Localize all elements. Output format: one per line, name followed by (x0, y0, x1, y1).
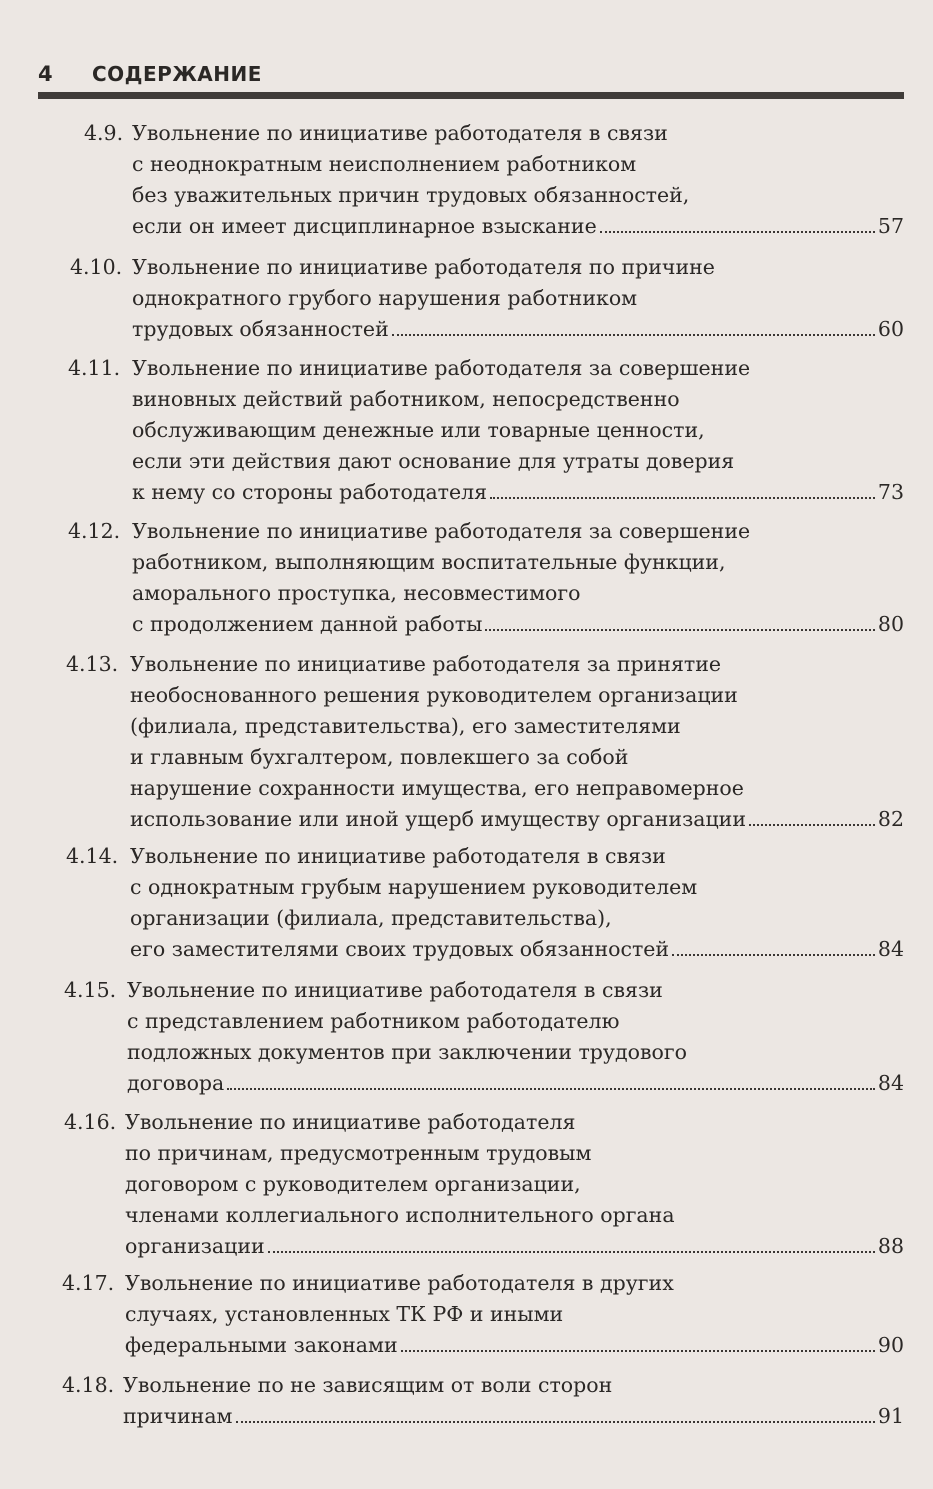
toc-entry-last-line (123, 1401, 904, 1432)
toc-page-number: 91 (877, 1404, 904, 1428)
toc-entry-title-line: случаях, установленных ТК РФ и иными (125, 1302, 564, 1326)
dot-leader (227, 1070, 875, 1090)
toc-entry-title-line: с представлением работником работодателю (127, 1009, 620, 1033)
dot-leader (485, 611, 875, 631)
toc-page-number: 84 (877, 1071, 904, 1095)
page-title: СОДЕРЖАНИЕ (92, 62, 262, 86)
toc-entry-last-line (132, 477, 904, 508)
toc-entry-number: 4.18. (62, 1373, 115, 1397)
dot-leader (236, 1403, 875, 1423)
toc-page-number: 60 (877, 317, 904, 341)
toc-page-number: 80 (877, 612, 904, 636)
toc-entry-title-line: организации (125, 1234, 265, 1258)
toc-entry-title-line: членами коллегиального исполнительного органа (125, 1203, 675, 1227)
toc-entry-title-line: необоснованного решения руководителем организации (130, 683, 738, 707)
toc-entry-title-line: Увольнение по инициативе работодателя (125, 1110, 576, 1134)
toc-entry-title-line: Увольнение по не зависящим от воли сторон (123, 1373, 613, 1397)
toc-entry-title-line: Увольнение по инициативе работодателя за совершение (132, 356, 751, 380)
toc-entry-last-line (130, 934, 904, 965)
toc-entry-title-line: виновных действий работником, непосредственно (132, 387, 680, 411)
toc-entry-number: 4.15. (64, 978, 117, 1002)
toc-entry-number: 4.14. (66, 844, 119, 868)
toc-entry-title-line: (филиала, представительства), его заместителями (130, 714, 681, 738)
toc-entry-number: 4.12. (68, 519, 121, 543)
toc-entry-title-line: его заместителями своих трудовых обязанностей (130, 937, 670, 961)
toc-page-number: 73 (877, 480, 904, 504)
toc-entry-title-line: с неоднократным неисполнением работником (132, 152, 637, 176)
toc-entry-title-line: нарушение сохранности имущества, его неправомерное (130, 776, 744, 800)
toc-page-number: 88 (877, 1234, 904, 1258)
toc-entry-title-line: однократного грубого нарушения работником (132, 286, 638, 310)
dot-leader (401, 1332, 875, 1352)
toc-page-number: 82 (877, 807, 904, 831)
toc-entry-title-line: федеральными законами (125, 1333, 398, 1357)
page-header (38, 58, 904, 96)
toc-entry-last-line (132, 314, 904, 345)
toc-entry-title-line: трудовых обязанностей (132, 317, 389, 341)
toc-entry-title-line: с однократным грубым нарушением руководителем (130, 875, 698, 899)
toc-entry-title-line: обслуживающим денежные или товарные ценности, (132, 418, 705, 442)
dot-leader (749, 806, 875, 826)
toc-entry-title-line: Увольнение по инициативе работодателя в связи (130, 844, 666, 868)
toc-entry-number: 4.9. (84, 121, 124, 145)
toc-entry-number: 4.16. (64, 1110, 117, 1134)
toc-entry-number: 4.10. (70, 255, 123, 279)
toc-entry-title-line: к нему со стороны работодателя (132, 480, 488, 504)
toc-page-number: 84 (877, 937, 904, 961)
toc-entry-last-line (125, 1330, 904, 1361)
toc-entry-title-line: если он имеет дисциплинарное взыскание (132, 214, 597, 238)
toc-entry-title-line: договора (127, 1071, 225, 1095)
toc-entry-title-line: использование или иной ущерб имуществу организации (130, 807, 747, 831)
toc-page-number: 57 (877, 214, 904, 238)
dot-leader (600, 213, 875, 233)
dot-leader (268, 1233, 875, 1253)
toc-entry-title-line: подложных документов при заключении трудового (127, 1040, 687, 1064)
toc-entry-number: 4.17. (62, 1271, 115, 1295)
toc-entry-number: 4.13. (66, 652, 119, 676)
dot-leader (392, 316, 875, 336)
toc-entry-last-line (130, 804, 904, 835)
dot-leader (490, 479, 875, 499)
toc-entry-title-line: работником, выполняющим воспитательные функции, (132, 550, 726, 574)
toc-entry-title-line: организации (филиала, представительства), (130, 906, 612, 930)
dot-leader (672, 936, 875, 956)
toc-entry-title-line: Увольнение по инициативе работодателя за совершение (132, 519, 751, 543)
toc-entry-title-line: без уважительных причин трудовых обязанностей, (132, 183, 690, 207)
toc-entry-title-line: Увольнение по инициативе работодателя за принятие (130, 652, 722, 676)
toc-entry-title-line: по причинам, предусмотренным трудовым (125, 1141, 592, 1165)
page-number: 4 (38, 62, 53, 86)
toc-entry-last-line (132, 609, 904, 640)
header-rule (38, 92, 904, 99)
toc-entry-last-line (127, 1068, 904, 1099)
toc-entry-title-line: Увольнение по инициативе работодателя по причине (132, 255, 715, 279)
toc-entry-number: 4.11. (68, 356, 121, 380)
toc-entry-last-line (132, 211, 904, 242)
toc-entry-title-line: Увольнение по инициативе работодателя в связи (132, 121, 668, 145)
toc-entry-title-line: причинам (123, 1404, 233, 1428)
toc-entry-title-line: и главным бухгалтером, повлекшего за собой (130, 745, 629, 769)
toc-page-number: 90 (877, 1333, 904, 1357)
toc-entry-title-line: аморального проступка, несовместимого (132, 581, 581, 605)
toc-entry-last-line (125, 1231, 904, 1262)
toc-entry-title-line: Увольнение по инициативе работодателя в связи (127, 978, 663, 1002)
toc-entry-title-line: Увольнение по инициативе работодателя в других (125, 1271, 674, 1295)
toc-entry-title-line: если эти действия дают основание для утраты доверия (132, 449, 735, 473)
toc-entry-title-line: договором с руководителем организации, (125, 1172, 581, 1196)
toc-entry-title-line: с продолжением данной работы (132, 612, 483, 636)
